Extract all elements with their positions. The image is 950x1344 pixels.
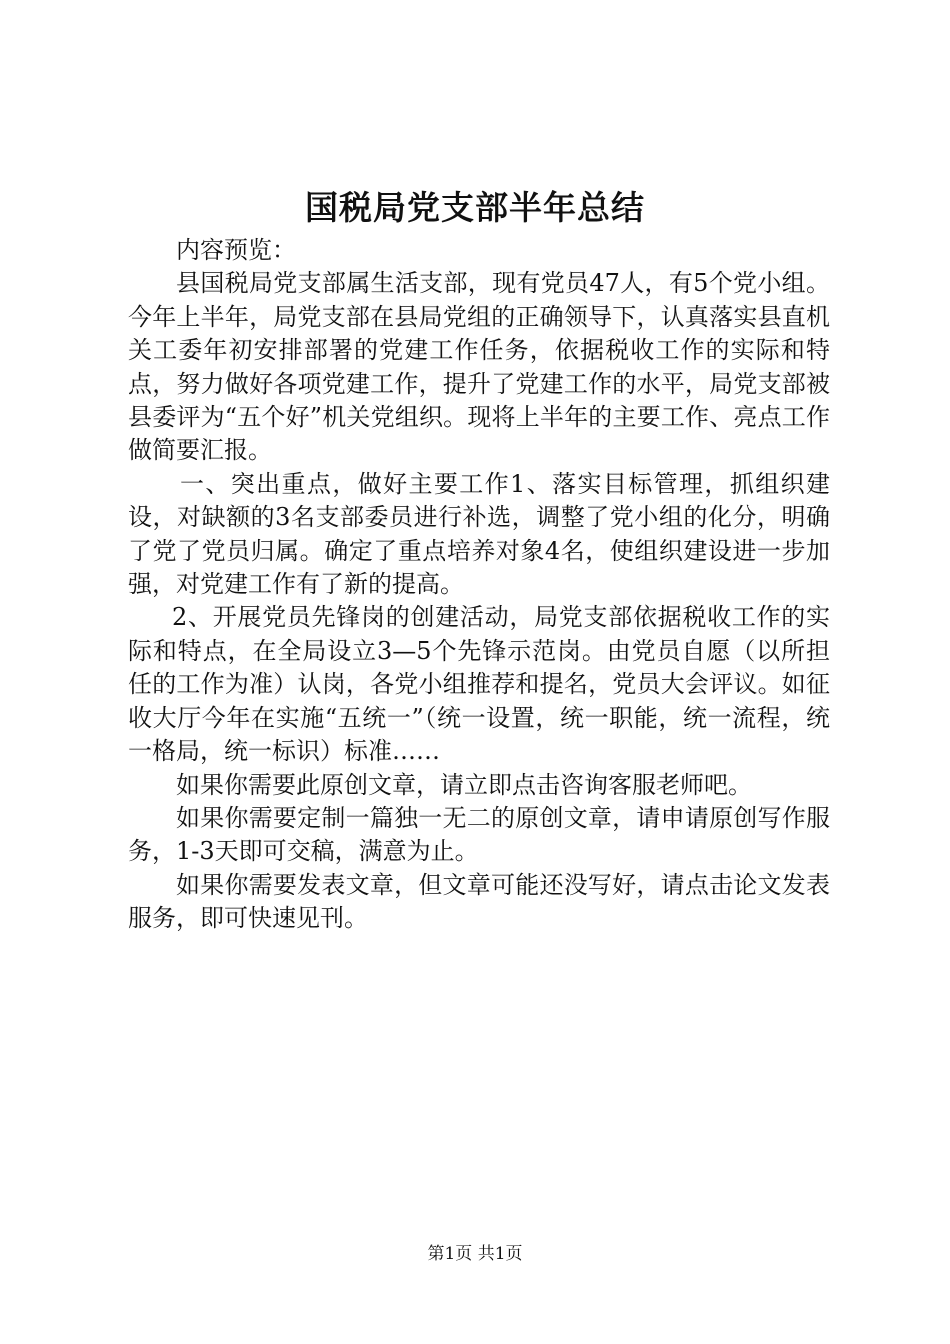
paragraph-intro: 县国税局党支部属生活支部，现有党员47人，有5个党小组。今年上半年，局党支部在县局党组的正确领导下，认真落实县直机关工委年初安排部署的党建工作任务，依据税收工作的实际和特点，努力做好各项党建工作，提升了党建工作的水平，局党支部被县委评为“五个好”机关党组织。现将上半年的主要工作、亮点工作做简要汇报。 [128,269,830,465]
preview-label: 内容预览： [176,236,296,264]
page-number-footer: 第1页 共1页 [427,1244,523,1264]
paragraph-contact-service: 如果你需要此原创文章，请立即点击咨询客服老师吧。 [176,770,752,799]
paragraph-custom-writing: 如果你需要定制一篇独一无二的原创文章，请申请原创写作服务，1-3天即可交稿，满意为止。 [128,803,830,866]
paragraph-publishing: 如果你需要发表文章，但文章可能还没写好，请点击论文发表服务，即可快速见刊。 [128,870,830,933]
paragraph-section-one: 一、突出重点，做好主要工作1、落实目标管理，抓组织建设，对缺额的3名支部委员进行补选，调整了党小组的化分，明确了党了党员归属。确定了重点培养对象4名，使组织建设进一步加强，对党建工作有了新的提高。 [128,469,830,599]
document-body [128,234,830,936]
document-title: 国税局党支部半年总结 [305,188,645,227]
paragraph-section-two: 2、开展党员先锋岗的创建活动，局党支部依据税收工作的实际和特点，在全局设立3—5个先锋示范岗。由党员自愿（以所担任的工作为准）认岗，各党小组推荐和提名，党员大会评议。如征收大厅今年在实施“五统一”（统一设置，统一职能，统一流程，统一格局，统一标识）标准…… [128,603,830,766]
